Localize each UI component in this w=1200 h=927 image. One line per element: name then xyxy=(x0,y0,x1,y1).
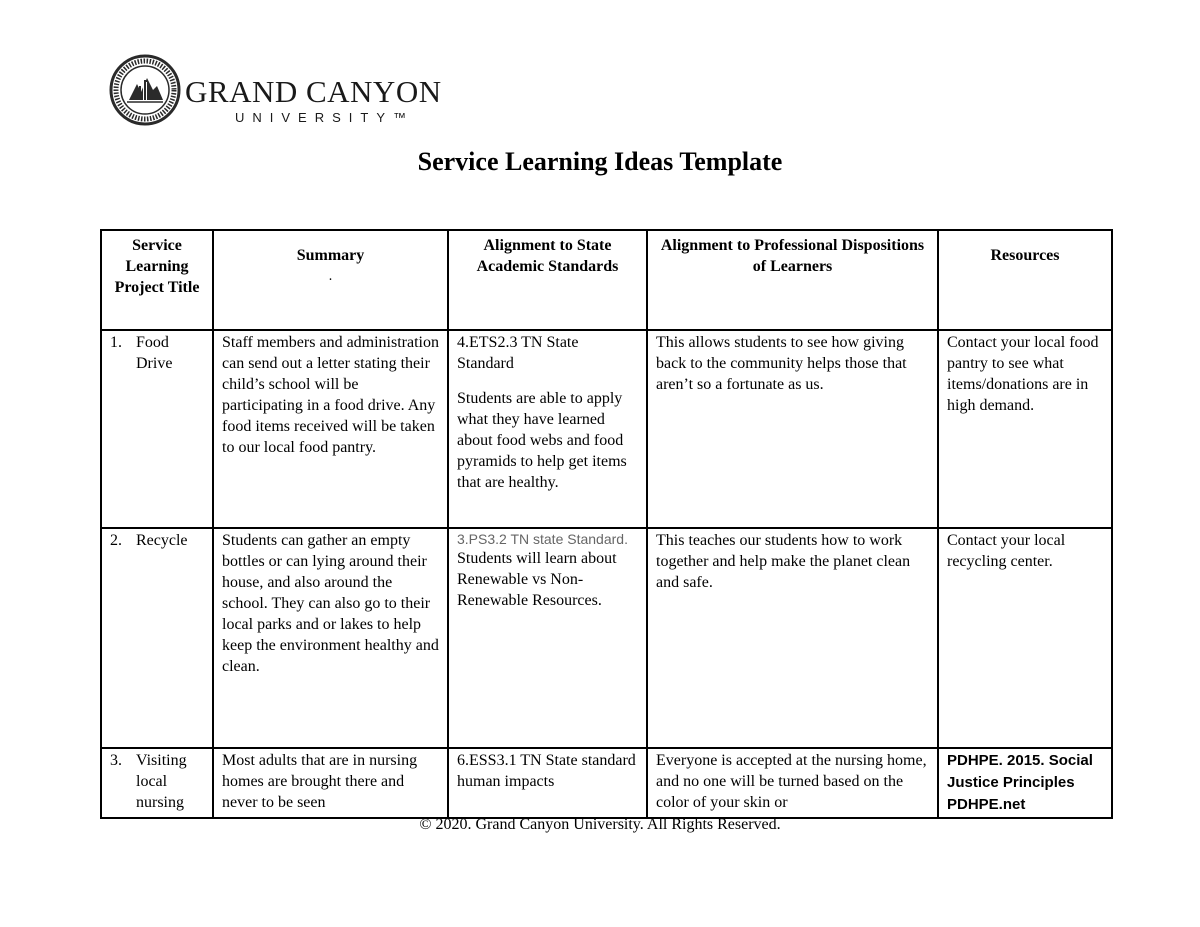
summary-cell: Most adults that are in nursing homes are brought there and never to be seen xyxy=(213,748,448,818)
university-subname: UNIVERSITY™ xyxy=(235,110,415,125)
standard-text: Students are able to apply what they have learned about food webs and food pyramids to help get items that are healthy. xyxy=(457,390,627,491)
standard-code: 4.ETS2.3 TN State Standard xyxy=(457,334,579,372)
table-row xyxy=(101,330,1112,528)
header-dispositions-label: Alignment to Professional Dispositions of Learners xyxy=(660,237,925,275)
project-title: Visiting local nursing xyxy=(136,752,187,811)
header-project-title xyxy=(101,230,213,330)
row-number: 1. xyxy=(110,334,122,351)
summary-cell: Students can gather an empty bottles or can lying around their house, and also around the school. They can also go to their local parks and or lakes to help keep the environment healthy and clean. xyxy=(213,528,448,748)
header-state-standards xyxy=(448,230,647,330)
copyright-footer: © 2020. Grand Canyon University. All Rights Reserved. xyxy=(419,816,781,833)
header-resources xyxy=(938,230,1112,330)
header-dispositions xyxy=(647,230,938,330)
table-row xyxy=(101,748,1112,818)
project-title-cell xyxy=(101,330,213,528)
service-learning-table xyxy=(100,229,1113,819)
project-title-cell xyxy=(101,528,213,748)
summary-cell: Staff members and administration can send out a letter stating their child’s school will be participating in a food drive. Any food items received will be taken to our local food pantry. xyxy=(213,330,448,528)
university-name: GRAND CANYON xyxy=(185,74,442,109)
page-title: Service Learning Ideas Template xyxy=(417,147,783,176)
project-title: Food Drive xyxy=(136,334,173,372)
university-seal-icon xyxy=(107,54,185,126)
table-header-row xyxy=(101,230,1112,330)
header-summary xyxy=(213,230,448,330)
project-title: Recycle xyxy=(136,532,188,549)
standard-code: 3.PS3.2 TN state Standard. xyxy=(457,531,628,547)
state-standards-cell xyxy=(448,748,647,818)
table-row xyxy=(101,528,1112,748)
header-resources-label: Resources xyxy=(990,247,1060,264)
resources-cell: PDHPE. 2015. Social Justice Principles PDHPE.net xyxy=(938,748,1112,818)
resources-cell: Contact your local food pantry to see what items/donations are in high demand. xyxy=(938,330,1112,528)
state-standards-cell xyxy=(448,528,647,748)
row-number: 3. xyxy=(110,752,122,769)
header-state-standards-label: Alignment to State Academic Standards xyxy=(476,237,619,275)
dispositions-cell: Everyone is accepted at the nursing home, and no one will be turned based on the color of your skin or xyxy=(647,748,938,818)
dispositions-cell: This teaches our students how to work together and help make the planet clean and safe. xyxy=(647,528,938,748)
university-logo xyxy=(107,54,442,126)
resources-cell: Contact your local recycling center. xyxy=(938,528,1112,748)
dispositions-cell: This allows students to see how giving back to the community helps those that aren’t so a fortunate as us. xyxy=(647,330,938,528)
standard-text: Students will learn about Renewable vs Non-Renewable Resources. xyxy=(457,550,617,609)
project-title-cell xyxy=(101,748,213,818)
row-number: 2. xyxy=(110,532,122,549)
header-summary-label: Summary xyxy=(296,247,365,264)
header-project-title-label: Service Learning Project Title xyxy=(114,237,200,296)
standard-code: 6.ESS3.1 TN State standard human impacts xyxy=(457,752,636,790)
state-standards-cell xyxy=(448,330,647,528)
header-note: . xyxy=(329,272,332,283)
